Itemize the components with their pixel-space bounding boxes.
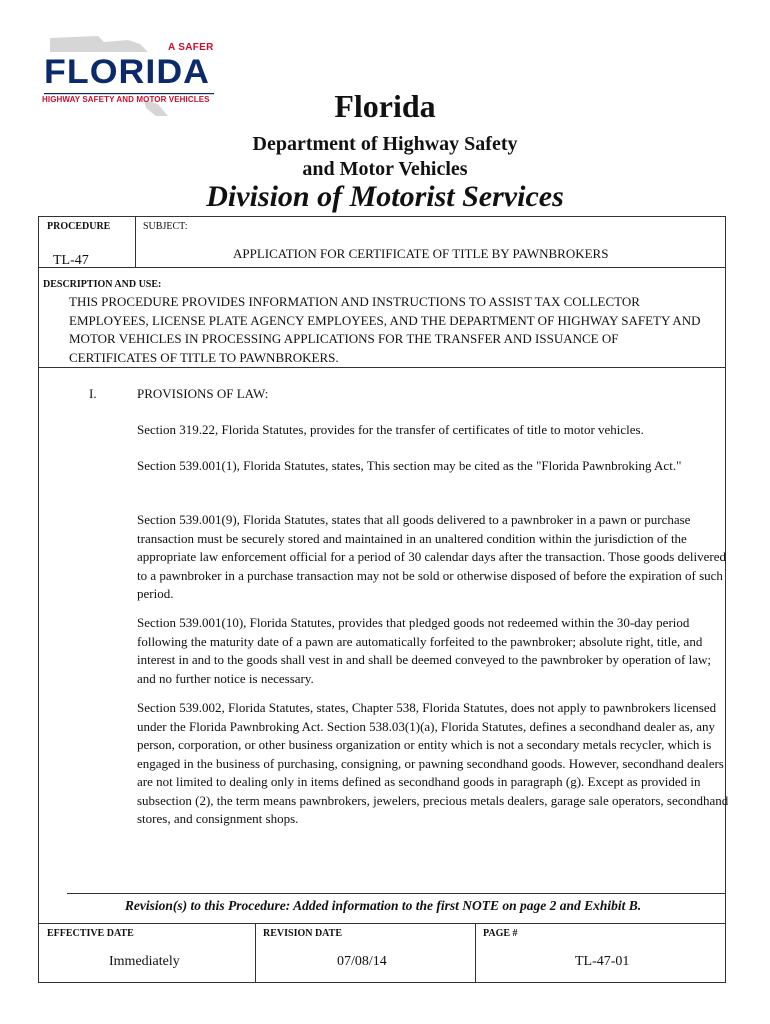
footer-divider bbox=[255, 923, 256, 983]
procedure-divider bbox=[135, 217, 136, 267]
procedure-label: PROCEDURE bbox=[47, 221, 111, 232]
department-line-2: and Motor Vehicles bbox=[302, 158, 468, 180]
revision-divider bbox=[67, 893, 725, 894]
effective-date-value: Immediately bbox=[109, 954, 180, 969]
department-line-1: Department of Highway Safety bbox=[252, 133, 518, 155]
page-number-label: PAGE # bbox=[483, 928, 518, 939]
section-heading: PROVISIONS OF LAW: bbox=[137, 386, 269, 401]
page-title: Florida bbox=[334, 88, 436, 124]
procedure-number: TL-47 bbox=[53, 253, 89, 268]
law-paragraph: Section 539.001(1), Florida Statutes, states, This section may be cited as the "Florida Pawnbroking Act." bbox=[137, 458, 682, 473]
revision-date-label: REVISION DATE bbox=[263, 928, 342, 939]
page-number-value: TL-47-01 bbox=[575, 954, 630, 969]
revision-date-value: 07/08/14 bbox=[337, 954, 387, 969]
law-paragraph: Section 319.22, Florida Statutes, provides for the transfer of certificates of title to motor vehicles. bbox=[137, 422, 644, 437]
logo-agency: HIGHWAY SAFETY AND MOTOR VEHICLES bbox=[42, 95, 210, 104]
procedure-form bbox=[38, 216, 729, 983]
revision-note: Revision(s) to this Procedure: Added information to the first NOTE on page 2 and Exhibit B. bbox=[124, 898, 642, 913]
division-name: Division of Motorist Services bbox=[206, 180, 564, 213]
row-divider bbox=[39, 923, 725, 924]
subject-text: APPLICATION FOR CERTIFICATE OF TITLE BY PAWNBROKERS bbox=[233, 246, 609, 261]
logo-state: FLORIDA bbox=[44, 53, 210, 91]
effective-date-label: EFFECTIVE DATE bbox=[47, 928, 134, 939]
row-divider bbox=[39, 267, 725, 268]
row-divider bbox=[39, 367, 725, 368]
description-text: THIS PROCEDURE PROVIDES INFORMATION AND INSTRUCTIONS TO ASSIST TAX COLLECTOR EMPLOYEES, LICENSE PLATE AGENCY EMPLOYEES, AND THE DEPARTMENT OF HIGHWAY SAFETY AND MOTOR VEHICLES IN PROCESSING APPLICATIONS FOR THE TRANSFER AND ISSUANCE OF CERTIFICATES OF TITLE TO PAWNBROKERS. bbox=[69, 294, 701, 365]
law-paragraph: Section 539.001(9), Florida Statutes, states that all goods delivered to a pawnbroker in a pawn or purchase transaction must be securely stored and maintained in an unaltered condition within the jurisdiction of the appropriate law enforcement official for a period of 30 calendar days after the transaction. Those goods delivered to a pawnbroker in a purchase transaction may not be sold or otherwise disposed of before the expiration of such period. bbox=[137, 512, 726, 601]
law-paragraph: Section 539.001(10), Florida Statutes, provides that pledged goods not redeemed within the 30-day period following the maturity date of a pawn are automatically forfeited to the pawnbroker; absolute right, title, and interest in and to the goods shall vest in and shall be deemed conveyed to the pawnbroker by operation of law; and no further notice is necessary. bbox=[137, 615, 712, 686]
law-paragraph: Section 539.002, Florida Statutes, states, Chapter 538, Florida Statutes, does not apply to pawnbrokers licensed under the Florida Pawnbroking Act. Section 538.03(1)(a), Florida Statutes, defines a secondhand dealer as, any person, corporation, or other business organization or entity which is not a secondary metals recycler, which is engaged in the business of purchasing, consigning, or pawning secondhand goods. However, secondhand dealers are not limited to dealing only in items defined as secondhand goods in paragraph (g). Except as provided in subsection (2), the term means pawnbrokers, jewelers, precious metals dealers, garage sale operators, secondhand stores, and consignment shops. bbox=[137, 700, 729, 826]
department-name bbox=[0, 132, 770, 182]
section-numeral: I. bbox=[89, 386, 97, 401]
logo-tagline: A SAFER bbox=[168, 42, 214, 53]
footer-divider bbox=[475, 923, 476, 983]
subject-label: SUBJECT: bbox=[143, 221, 188, 232]
description-label: DESCRIPTION AND USE: bbox=[43, 279, 162, 290]
